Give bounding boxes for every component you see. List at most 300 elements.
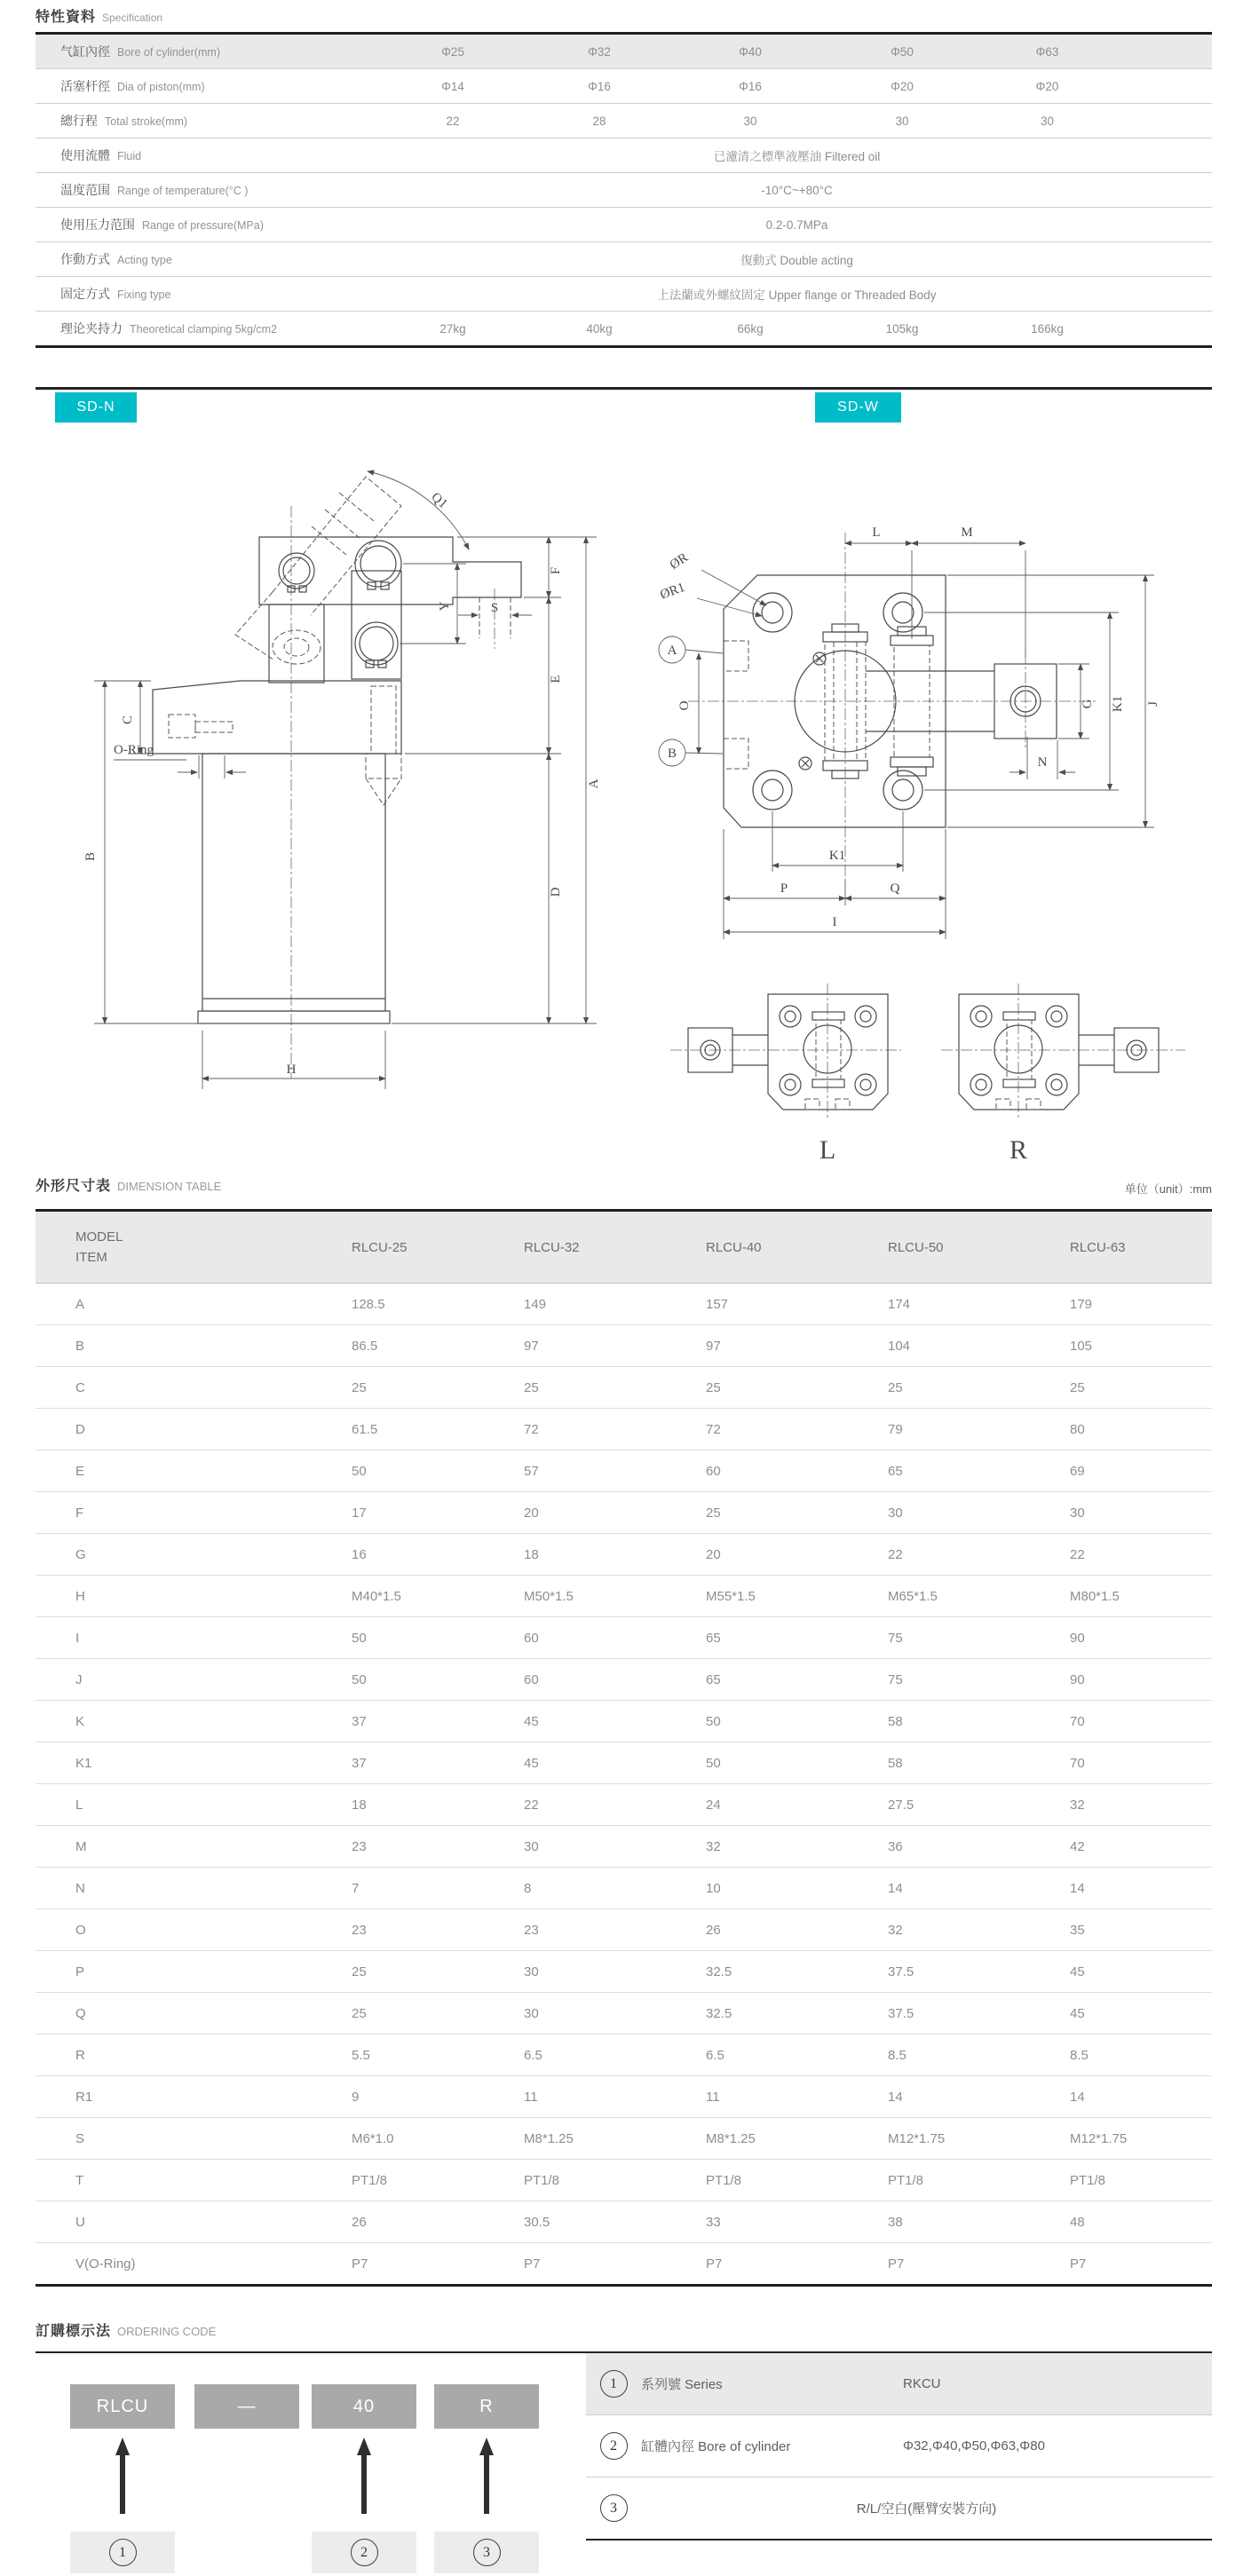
table-row (36, 1617, 1212, 1659)
table-row (36, 2201, 1212, 2243)
dimension-value: 70 (1070, 1713, 1085, 1729)
spec-row-clamping (36, 312, 1212, 345)
variant-caption-l: L (819, 1135, 836, 1165)
circled-number: 2 (351, 2539, 378, 2566)
dimension-item: N (75, 1880, 85, 1896)
table-row (36, 1993, 1212, 2035)
dimension-value: 33 (706, 2214, 721, 2230)
dimension-value: 42 (1070, 1838, 1085, 1854)
dim-label-or: ØR (667, 550, 691, 573)
dimension-value: P7 (706, 2256, 723, 2272)
spec-label-en: Theoretical clamping 5kg/cm2 (130, 323, 278, 336)
ordering-row-bore (586, 2415, 1212, 2477)
column-header: RLCU-32 (524, 1239, 580, 1255)
dimension-item: F (75, 1505, 84, 1521)
dim-label-g: G (1081, 699, 1095, 709)
dim-label-q: Q (890, 881, 900, 896)
dimension-value: 72 (706, 1421, 721, 1437)
dimension-value: P7 (352, 2256, 368, 2272)
dimension-item: S (75, 2130, 85, 2146)
spec-label-zh: 温度范围 (60, 183, 110, 197)
circled-number: 3 (600, 2494, 628, 2522)
dim-title-en: DIMENSION TABLE (117, 1180, 222, 1193)
dimension-value: 60 (524, 1671, 539, 1687)
dimension-value: 26 (706, 1922, 721, 1938)
header-item: ITEM (75, 1250, 107, 1265)
column-header: RLCU-25 (352, 1239, 408, 1255)
dim-label-n: N (1037, 755, 1048, 770)
circled-number: 3 (473, 2539, 501, 2566)
dimension-value: 70 (1070, 1755, 1085, 1771)
dimension-value: 69 (1070, 1463, 1085, 1479)
sd-n-technical-drawing (53, 457, 613, 1167)
dimension-value: PT1/8 (888, 2172, 924, 2188)
dimension-value: 90 (1070, 1630, 1085, 1646)
dimension-value: 65 (706, 1630, 721, 1646)
spec-span-value: 復動式 Double acting (740, 254, 853, 267)
dimension-value: 14 (888, 1880, 903, 1896)
dimension-value: 36 (888, 1838, 903, 1854)
dimension-value: 10 (706, 1880, 721, 1896)
dimension-value: 32 (706, 1838, 721, 1854)
spec-value: Φ63 (1035, 44, 1059, 59)
dimension-value: 8 (524, 1880, 532, 1896)
dimension-value: 16 (352, 1546, 367, 1562)
spec-value: Φ16 (739, 79, 762, 93)
dimension-section-title (36, 1174, 221, 1195)
dimension-value: 79 (888, 1421, 903, 1437)
dimension-value: PT1/8 (1070, 2172, 1106, 2188)
dimension-value: 25 (1070, 1379, 1085, 1395)
dimension-value: 45 (524, 1713, 539, 1729)
dimension-value: 37 (352, 1755, 367, 1771)
dimension-value: P7 (524, 2256, 541, 2272)
spec-row-fixing (36, 277, 1212, 312)
dimension-item: V(O-Ring) (75, 2256, 136, 2272)
dimension-value: 50 (352, 1630, 367, 1646)
spec-label-en: Fluid (117, 150, 142, 162)
spec-value: Φ32 (588, 44, 611, 59)
dimension-value: 37 (352, 1713, 367, 1729)
ordering-code-table (586, 2353, 1212, 2540)
dimension-value: 32.5 (706, 2005, 732, 2021)
dim-label-h: H (286, 1063, 297, 1077)
dimension-value: 30 (524, 1838, 539, 1854)
dimension-value: 75 (888, 1630, 903, 1646)
dimension-value: 30 (524, 1964, 539, 1979)
dimension-value: 25 (352, 1379, 367, 1395)
spec-label-zh: 總行程 (60, 114, 98, 128)
spec-value: Φ50 (891, 44, 914, 59)
spec-row-pressure (36, 208, 1212, 242)
dimension-value: 97 (706, 1338, 721, 1354)
dimension-value: 104 (888, 1338, 911, 1354)
spec-label-zh: 理论夹持力 (60, 321, 123, 336)
dimension-value: 58 (888, 1755, 903, 1771)
dimension-value: 25 (352, 2005, 367, 2021)
table-row (36, 1367, 1212, 1409)
dimension-value: M12*1.75 (888, 2130, 946, 2146)
dimension-value: 30.5 (524, 2214, 550, 2230)
dimension-value: M55*1.5 (706, 1588, 756, 1604)
up-arrow-icon (115, 2438, 131, 2514)
column-header: RLCU-63 (1070, 1239, 1126, 1255)
dimension-item: D (75, 1421, 85, 1437)
table-row (36, 1784, 1212, 1826)
spec-row-stroke (36, 104, 1212, 138)
ordering-row-series (586, 2353, 1212, 2415)
dimension-value: 60 (524, 1630, 539, 1646)
dim-label-q1: Q1 (428, 489, 450, 512)
table-row (36, 1659, 1212, 1701)
dimension-table (36, 1209, 1212, 2287)
dimension-item: J (75, 1671, 83, 1687)
spec-label-en: Acting type (117, 254, 172, 266)
spec-label-zh: 活塞杆徑 (60, 79, 110, 93)
dim-label-l: L (872, 525, 881, 540)
dimension-value: PT1/8 (524, 2172, 560, 2188)
dimension-value: 32.5 (706, 1964, 732, 1979)
dimension-item: K (75, 1713, 85, 1729)
code-number-box-1 (70, 2532, 175, 2573)
dimension-value: 18 (352, 1797, 367, 1813)
ordering-label: 缸體內徑 Bore of cylinder (641, 2439, 791, 2454)
dimension-value: 58 (888, 1713, 903, 1729)
spec-label-en: Bore of cylinder(mm) (117, 46, 220, 59)
dimension-value: 149 (524, 1296, 547, 1312)
code-box-bore: 40 (312, 2384, 416, 2429)
section-divider (36, 387, 1212, 390)
spec-label-en: Range of pressure(MPa) (142, 219, 264, 232)
dimension-value: 25 (706, 1505, 721, 1521)
code-box-series: RLCU (70, 2384, 175, 2429)
dimension-value: 65 (888, 1463, 903, 1479)
dimension-value: 8.5 (1070, 2047, 1089, 2063)
dimension-value: 23 (524, 1922, 539, 1938)
model-tag-sd-n: SD-N (55, 392, 137, 423)
dimension-value: M40*1.5 (352, 1588, 401, 1604)
circled-number: 1 (600, 2370, 628, 2398)
dimension-value: 5.5 (352, 2047, 370, 2063)
circled-number: 1 (109, 2539, 137, 2566)
spec-label-zh: 使用压力范围 (60, 217, 135, 232)
table-row (36, 2076, 1212, 2118)
dim-label-k1-bottom: K1 (828, 849, 846, 863)
dimension-value: 17 (352, 1505, 367, 1521)
dimension-item: O (75, 1922, 86, 1938)
dimension-item: Q (75, 2005, 86, 2021)
dimension-value: 45 (1070, 2005, 1085, 2021)
dimension-value: PT1/8 (352, 2172, 388, 2188)
spec-row-temperature (36, 173, 1212, 208)
dimension-value: 26 (352, 2214, 367, 2230)
dimension-item: E (75, 1463, 85, 1479)
dimension-value: 72 (524, 1421, 539, 1437)
ordering-label: R/L/空白(壓臂安裝方向) (856, 2501, 997, 2517)
dimension-value: M8*1.25 (524, 2130, 574, 2146)
spec-value: 30 (743, 114, 757, 128)
specification-table (36, 32, 1212, 348)
dimension-value: 157 (706, 1296, 729, 1312)
dimension-value: 61.5 (352, 1421, 378, 1437)
dimension-value: 65 (706, 1671, 721, 1687)
dimension-unit-label: 单位（unit）:mm (1124, 1182, 1212, 1196)
port-label-b: B (667, 747, 677, 761)
spec-span-value: 上法蘭或外螺紋固定 Upper flange or Threaded Body (657, 288, 937, 302)
table-row (36, 1409, 1212, 1450)
order-title-zh: 訂購標示法 (36, 2324, 112, 2339)
dimension-value: 8.5 (888, 2047, 907, 2063)
code-number-box-3 (434, 2532, 539, 2573)
dimension-item: K1 (75, 1755, 92, 1771)
table-row (36, 1534, 1212, 1576)
dimension-value: PT1/8 (706, 2172, 742, 2188)
ordering-value: RKCU (903, 2376, 941, 2391)
ordering-row-direction (586, 2477, 1212, 2539)
code-number-box-2 (312, 2532, 416, 2573)
spec-value: 105kg (885, 321, 919, 336)
dim-label-b: B (83, 851, 98, 862)
dimension-value: M80*1.5 (1070, 1588, 1120, 1604)
dimension-value: 128.5 (352, 1296, 385, 1312)
dimension-value: 32 (888, 1922, 903, 1938)
dim-title-zh: 外形尺寸表 (36, 1179, 112, 1194)
column-header: RLCU-40 (706, 1239, 762, 1255)
dimension-value: 30 (888, 1505, 903, 1521)
table-row (36, 1450, 1212, 1492)
dim-label-c: C (121, 715, 135, 725)
dimension-value: 179 (1070, 1296, 1093, 1312)
dimension-value: 11 (524, 2089, 538, 2105)
spec-label-zh: 固定方式 (60, 287, 110, 301)
dimension-item: T (75, 2172, 84, 2188)
dimension-value: 37.5 (888, 1964, 914, 1979)
dimension-value: M6*1.0 (352, 2130, 394, 2146)
dimension-value: 6.5 (706, 2047, 724, 2063)
dim-label-f: F (549, 566, 563, 575)
dim-label-o-ring: O-Ring (114, 743, 154, 757)
dim-label-m: M (961, 525, 973, 540)
table-row (36, 2035, 1212, 2076)
dimension-value: 14 (888, 2089, 903, 2105)
dim-label-j: J (1146, 701, 1160, 707)
spec-span-value: -10°C~+80°C (761, 183, 833, 197)
up-arrow-icon (479, 2438, 495, 2514)
dimension-value: 35 (1070, 1922, 1085, 1938)
dim-label-o: O (677, 700, 692, 711)
table-row (36, 1492, 1212, 1534)
dimension-value: 22 (1070, 1546, 1085, 1562)
dim-label-or1: ØR1 (658, 580, 687, 603)
ordering-section-title (36, 2319, 216, 2340)
dimension-item: U (75, 2214, 85, 2230)
dim-label-s: S (490, 601, 499, 615)
dimension-value: 90 (1070, 1671, 1085, 1687)
spec-title-en: Specification (102, 12, 163, 24)
dimension-item: H (75, 1588, 85, 1604)
dimension-value: 30 (1070, 1505, 1085, 1521)
dimension-value: 30 (524, 2005, 539, 2021)
spec-title-zh: 特性資料 (36, 10, 97, 25)
spec-span-value: 已濾清之標準液壓油 Filtered oil (713, 150, 881, 163)
dimension-value: 50 (352, 1671, 367, 1687)
table-row (36, 1868, 1212, 1909)
table-row (36, 1284, 1212, 1325)
spec-value: Φ40 (739, 44, 762, 59)
dimension-value: P7 (888, 2256, 905, 2272)
dim-label-a: A (587, 778, 601, 789)
dimension-value: 37.5 (888, 2005, 914, 2021)
dimension-value: 80 (1070, 1421, 1085, 1437)
table-row (36, 1826, 1212, 1868)
spec-label-en: Fixing type (117, 288, 171, 301)
dimension-value: 86.5 (352, 1338, 378, 1354)
dimension-value: 25 (352, 1964, 367, 1979)
variant-caption-r: R (1009, 1135, 1028, 1165)
dimension-value: M50*1.5 (524, 1588, 574, 1604)
table-row (36, 1325, 1212, 1367)
dimension-value: 24 (706, 1797, 721, 1813)
dimension-value: 7 (352, 1880, 360, 1896)
spec-label-zh: 使用流體 (60, 148, 110, 162)
ordering-label: 系列號 Series (641, 2377, 723, 2392)
dimension-value: M12*1.75 (1070, 2130, 1128, 2146)
code-box-dash: — (194, 2384, 299, 2429)
dim-label-d: D (549, 887, 563, 897)
spec-label-en: Total stroke(mm) (105, 115, 188, 128)
dimension-value: 57 (524, 1463, 539, 1479)
dimension-value: 32 (1070, 1797, 1085, 1813)
code-box-direction: R (434, 2384, 539, 2429)
dimension-value: 25 (706, 1379, 721, 1395)
dim-label-y: Y (438, 601, 452, 612)
spec-value: 30 (1040, 114, 1055, 128)
order-title-en: ORDERING CODE (117, 2325, 217, 2338)
spec-value: Φ20 (1035, 79, 1059, 93)
table-row (36, 2160, 1212, 2201)
table-row (36, 1951, 1212, 1993)
dimension-value: P7 (1070, 2256, 1087, 2272)
ordering-value: Φ32,Φ40,Φ50,Φ63,Φ80 (903, 2438, 1045, 2454)
model-tag-sd-w: SD-W (815, 392, 901, 423)
dimension-item: G (75, 1546, 86, 1562)
dimension-value: 50 (706, 1713, 721, 1729)
table-row (36, 1701, 1212, 1742)
dimension-item: M (75, 1838, 87, 1854)
up-arrow-icon (356, 2438, 372, 2514)
dimension-value: 45 (1070, 1964, 1085, 1979)
dimension-value: 11 (706, 2089, 720, 2105)
dimension-value: 14 (1070, 1880, 1085, 1896)
dimension-value: 18 (524, 1546, 539, 1562)
spec-row-fluid (36, 138, 1212, 173)
dim-label-e: E (549, 675, 563, 684)
dimension-value: M8*1.25 (706, 2130, 756, 2146)
dimension-value: 23 (352, 1838, 367, 1854)
dimension-item: I (75, 1630, 80, 1646)
spec-section-title (36, 5, 162, 26)
dimension-value: 27.5 (888, 1797, 914, 1813)
dimension-table-header (36, 1212, 1212, 1284)
dimension-value: M65*1.5 (888, 1588, 938, 1604)
spec-value: 30 (895, 114, 909, 128)
dimension-table-body (36, 1284, 1212, 2284)
circled-number: 2 (600, 2432, 628, 2460)
dimension-item: A (75, 1296, 85, 1312)
spec-value: Φ14 (441, 79, 464, 93)
dimension-item: B (75, 1338, 85, 1354)
dimension-value: 6.5 (524, 2047, 542, 2063)
dimension-value: 50 (706, 1755, 721, 1771)
dimension-item: C (75, 1379, 85, 1395)
dimension-item: R (75, 2047, 85, 2063)
port-label-a: A (667, 644, 677, 658)
spec-value: Φ20 (891, 79, 914, 93)
dimension-value: 22 (524, 1797, 539, 1813)
dimension-item: P (75, 1964, 85, 1979)
dimension-value: 9 (352, 2089, 360, 2105)
dimension-value: 105 (1070, 1338, 1093, 1354)
spec-label-zh: 作動方式 (60, 252, 110, 266)
dimension-value: 23 (352, 1922, 367, 1938)
spec-value: 166kg (1031, 321, 1064, 336)
dimension-value: 60 (706, 1463, 721, 1479)
dimension-item: R1 (75, 2089, 93, 2105)
dimension-item: L (75, 1797, 83, 1813)
spec-label-en: Dia of piston(mm) (117, 81, 205, 93)
spec-value: 27kg (439, 321, 466, 336)
dimension-value: 22 (888, 1546, 903, 1562)
table-row (36, 1909, 1212, 1951)
dimension-value: 20 (524, 1505, 539, 1521)
dimension-value: 50 (352, 1463, 367, 1479)
dimension-value: 25 (524, 1379, 539, 1395)
table-row (36, 1576, 1212, 1617)
spec-value: 28 (592, 114, 606, 128)
spec-value: 40kg (586, 321, 613, 336)
sd-w-technical-drawing (635, 497, 1212, 1181)
dimension-value: 38 (888, 2214, 903, 2230)
column-header: RLCU-50 (888, 1239, 944, 1255)
spec-value: Φ16 (588, 79, 611, 93)
dimension-value: 75 (888, 1671, 903, 1687)
spec-value: 66kg (737, 321, 764, 336)
dimension-value: 20 (706, 1546, 721, 1562)
dimension-value: 45 (524, 1755, 539, 1771)
spec-value: 22 (446, 114, 460, 128)
variant-view-l (670, 984, 901, 1165)
dim-label-i: I (832, 915, 837, 929)
table-row (36, 2243, 1212, 2284)
dimension-value: 25 (888, 1379, 903, 1395)
dimension-value: 48 (1070, 2214, 1085, 2230)
dim-label-k1-right: K1 (1111, 695, 1125, 713)
spec-span-value: 0.2-0.7MPa (765, 217, 828, 232)
spec-row-piston (36, 69, 1212, 104)
spec-value: Φ25 (441, 44, 464, 59)
variant-view-r (941, 984, 1185, 1165)
spec-label-zh: 气缸內徑 (60, 44, 110, 59)
spec-row-bore (36, 35, 1212, 69)
table-row (36, 2118, 1212, 2160)
spec-row-acting (36, 242, 1212, 277)
spec-label-en: Range of temperature(°C ) (117, 185, 249, 197)
dimension-value: 174 (888, 1296, 911, 1312)
dimension-value: 14 (1070, 2089, 1085, 2105)
dimension-value: 97 (524, 1338, 539, 1354)
header-model: MODEL (75, 1229, 123, 1245)
table-row (36, 1742, 1212, 1784)
